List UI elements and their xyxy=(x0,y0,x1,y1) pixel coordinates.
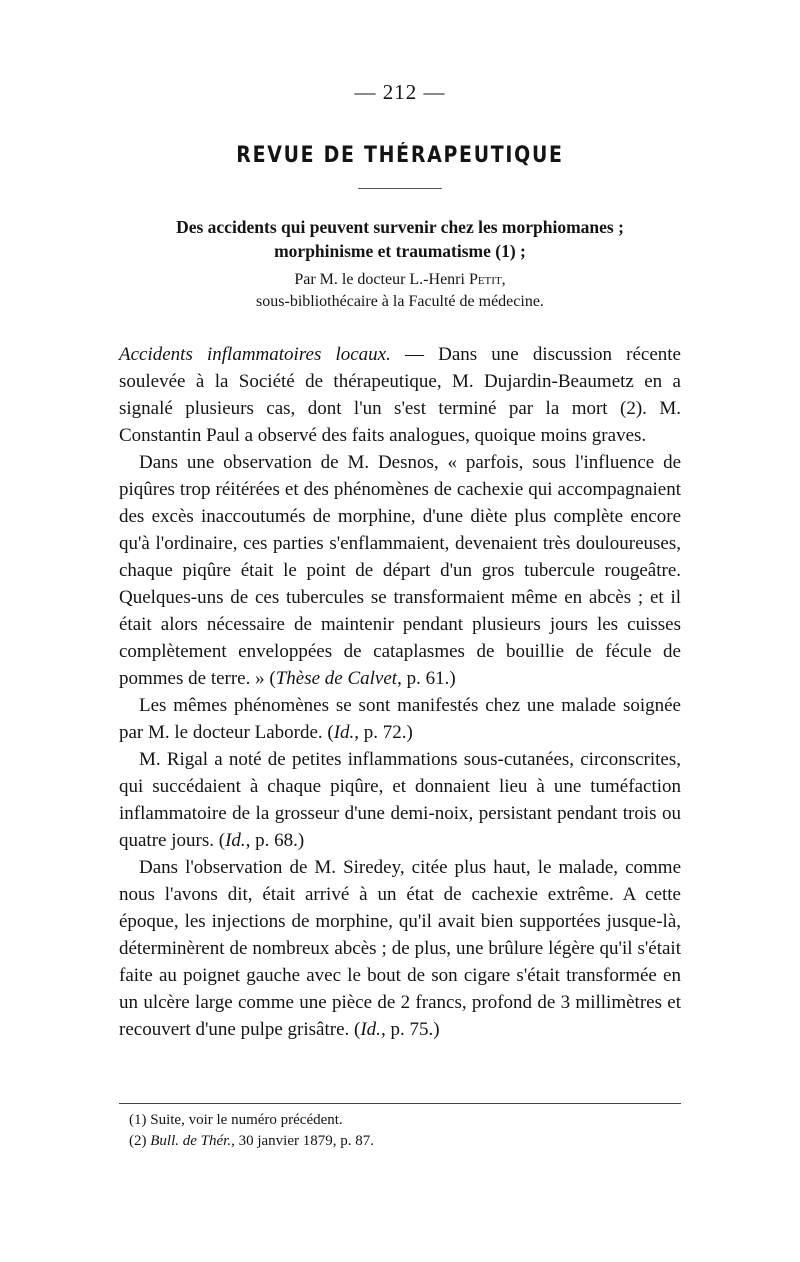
paragraph-1 xyxy=(119,341,681,449)
paragraph-5-end: , p. 75.) xyxy=(380,1019,440,1040)
paragraph-4-citation: Id. xyxy=(225,830,246,851)
footnote-1: (1) Suite, voir le numéro précédent. xyxy=(129,1112,343,1128)
title-divider xyxy=(358,188,442,189)
author-line xyxy=(119,269,681,291)
paragraph-2-text: Dans une observation de M. Desnos, « parfois, sous l'influence de piqûres trop réitérées et des phénomènes de cachexie qui accompagnaient des excès inaccoutumés de morphine, d'une diète plus complète encore qu'à l'ordinaire, ces parties s'enflammaient, devenaient très douloureuses, chaque piqûre était le point de départ d'un gros tubercule rougeâtre. Quelques-uns de ces tubercules se transformaient même en abcès ; et il était alors nécessaire de maintenir pendant plusieurs jours les cuisses complètement enveloppées de cataplasmes de bouillie de fécule de pommes de terre. » ( xyxy=(119,452,681,689)
article-title xyxy=(119,215,681,263)
paragraph-5-citation: Id. xyxy=(360,1019,381,1040)
journal-title: REVUE DE THÉRAPEUTIQUE xyxy=(236,143,564,168)
paragraph-5 xyxy=(119,854,681,1043)
paragraph-4 xyxy=(119,746,681,854)
author-name: Petit xyxy=(468,271,502,288)
article-title-line-2: morphinisme et traumatisme (1) ; xyxy=(274,241,526,261)
paragraph-2-end: , p. 61.) xyxy=(397,668,456,689)
footnotes xyxy=(119,1103,681,1152)
paragraph-3-text: Les mêmes phénomènes se sont manifestés chez une malade soignée par M. le docteur Laborde. ( xyxy=(119,695,681,743)
article-title-line-1: Des accidents qui peuvent survenir chez les morphiomanes ; xyxy=(176,217,624,237)
page-number: — 212 — xyxy=(354,80,446,104)
page xyxy=(119,80,681,1043)
paragraph-5-text: Dans l'observation de M. Siredey, citée plus haut, le malade, comme nous l'avons dit, était arrivé à un état de cachexie extrême. A cette époque, les injections de morphine, qu'il avait bien supportées jusque-là, déterminèrent de nombreux abcès ; de plus, une brûlure légère qu'il s'était faite au poignet gauche avec le bout de son cigare s'était transformée en un ulcère large comme une pièce de 2 francs, profond de 3 millimètres et recouvert d'une pulpe grisâtre. ( xyxy=(119,857,681,1040)
section-heading: Accidents inflammatoires locaux. xyxy=(119,344,391,365)
author-prefix: Par M. le docteur L.-Henri xyxy=(294,271,469,288)
author-suffix: , xyxy=(501,271,506,288)
footnote-divider xyxy=(119,1103,681,1104)
footnote-2-citation: Bull. de Thér. xyxy=(150,1133,232,1149)
paragraph-2-citation: Thèse de Calvet xyxy=(275,668,398,689)
paragraph-2 xyxy=(119,449,681,692)
paragraph-3-end: , p. 72.) xyxy=(354,722,413,743)
paragraph-4-text: M. Rigal a noté de petites inflammations sous-cutanées, circonscrites, qui succédaient à chaque piqûre, et donnaient lieu à une tuméfaction inflammatoire de la grosseur d'une demi-noix, persistant pendant trois ou quatre jours. ( xyxy=(119,749,681,851)
footnote-2-end: , 30 janvier 1879, p. 87. xyxy=(231,1133,374,1149)
footnote-2 xyxy=(119,1131,681,1152)
footnote-2-prefix: (2) xyxy=(129,1133,151,1149)
author-role: sous-bibliothécaire à la Faculté de médecine. xyxy=(256,293,544,310)
paragraph-3-citation: Id. xyxy=(333,722,355,743)
article-body xyxy=(119,341,681,1043)
paragraph-3 xyxy=(119,692,681,746)
paragraph-1-text: — Dans une discussion récente soulevée à la Société de thérapeutique, M. Dujardin-Beaumetz en a signalé plusieurs cas, dont l'un s'est terminé par la mort (2). M. Constantin Paul a observé des faits analogues, quoique moins graves. xyxy=(119,344,681,446)
paragraph-4-end: , p. 68.) xyxy=(245,830,305,851)
